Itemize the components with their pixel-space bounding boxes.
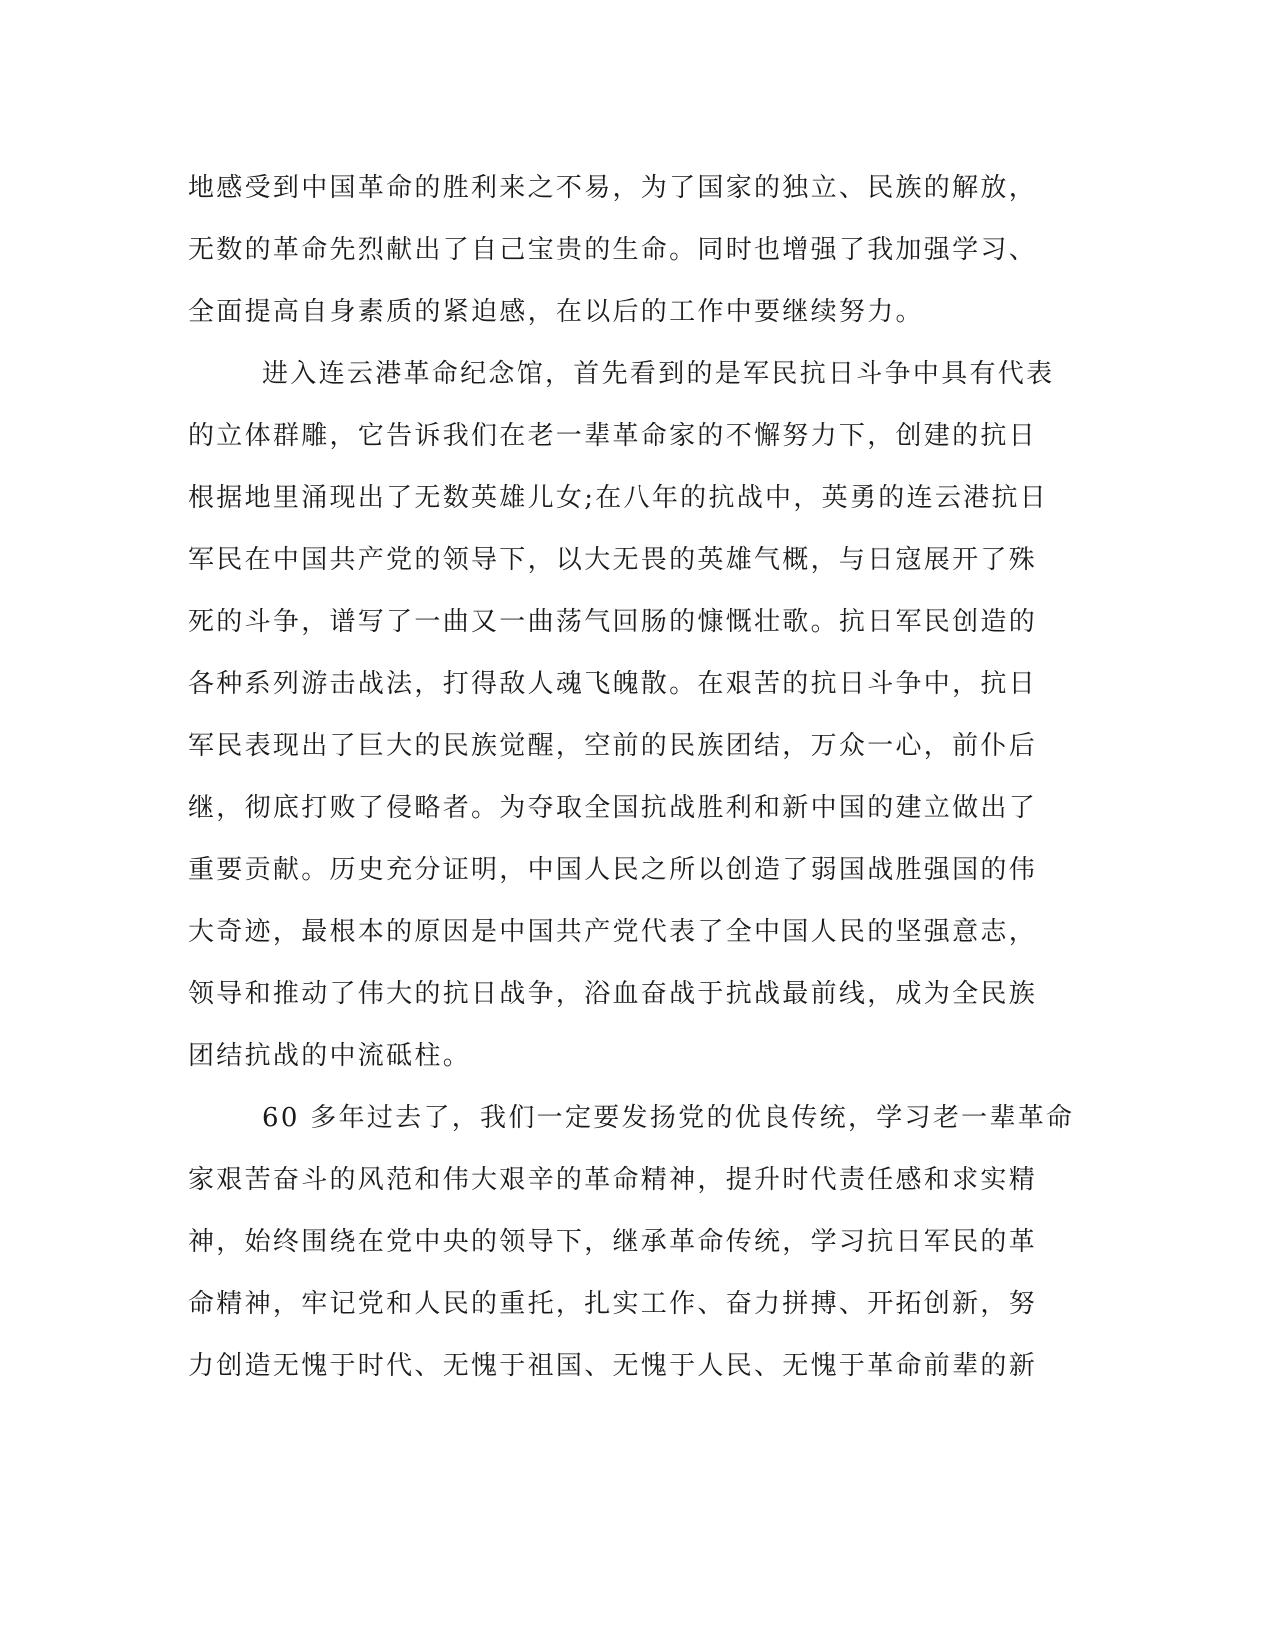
text-line: 各种系列游击战法，打得敌人魂飞魄散。在艰苦的抗日斗争中，抗日	[188, 669, 1038, 699]
text-line: 军民表现出了巨大的民族觉醒，空前的民族团结，万众一心，前仆后	[188, 731, 1038, 761]
text-line: 领导和推动了伟大的抗日战争，浴血奋战于抗战最前线，成为全民族	[188, 979, 1038, 1009]
text-line: 的立体群雕，它告诉我们在老一辈革命家的不懈努力下，创建的抗日	[188, 421, 1038, 451]
text-line: 家艰苦奋斗的风范和伟大艰辛的革命精神，提升时代责任感和求实精	[188, 1165, 1038, 1195]
document-body	[188, 157, 1088, 1397]
text-line: 军民在中国共产党的领导下，以大无畏的英雄气概，与日寇展开了殊	[188, 545, 1038, 575]
text-line: 力创造无愧于时代、无愧于祖国、无愧于人民、无愧于革命前辈的新	[188, 1351, 1038, 1381]
paragraph-first-line: 进入连云港革命纪念馆，首先看到的是军民抗日斗争中具有代表	[262, 359, 1055, 389]
text-line: 神，始终围绕在党中央的领导下，继承革命传统，学习抗日军民的革	[188, 1227, 1038, 1257]
text-line: 继，彻底打败了侵略者。为夺取全国抗战胜利和新中国的建立做出了	[188, 793, 1038, 823]
text-line: 团结抗战的中流砥柱。	[188, 1041, 472, 1071]
text-line: 重要贡献。历史充分证明，中国人民之所以创造了弱国战胜强国的伟	[188, 855, 1038, 885]
text-line: 大奇迹，最根本的原因是中国共产党代表了全中国人民的坚强意志，	[188, 917, 1038, 947]
text-line: 根据地里涌现出了无数英雄儿女;在八年的抗战中，英勇的连云港抗日	[188, 483, 1049, 513]
text-line: 死的斗争，谱写了一曲又一曲荡气回肠的慷慨壮歌。抗日军民创造的	[188, 607, 1038, 637]
text-line: 命精神，牢记党和人民的重托，扎实工作、奋力拼搏、开拓创新，努	[188, 1289, 1038, 1319]
text-line: 地感受到中国革命的胜利来之不易，为了国家的独立、民族的解放，	[188, 173, 1038, 203]
text-line: 全面提高自身素质的紧迫感，在以后的工作中要继续努力。	[188, 297, 924, 327]
text-line: 无数的革命先烈献出了自己宝贵的生命。同时也增强了我加强学习、	[188, 235, 1038, 265]
paragraph-first-line: 60 多年过去了，我们一定要发扬党的优良传统，学习老一辈革命	[262, 1103, 1075, 1133]
